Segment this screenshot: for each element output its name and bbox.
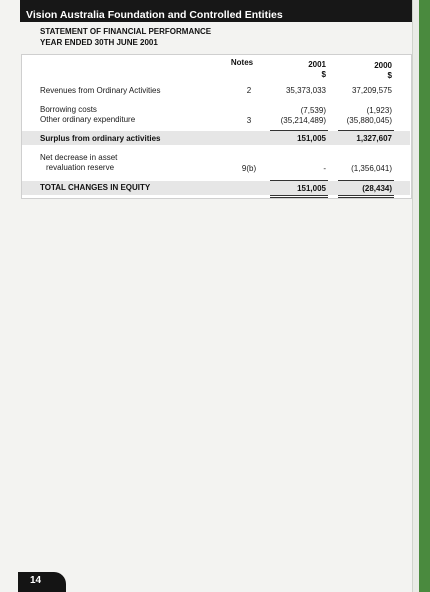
total-2001-top-rule (270, 180, 328, 181)
row-total-2000: (28,434) (362, 184, 392, 193)
row-total-label: TOTAL CHANGES IN EQUITY (40, 183, 151, 192)
total-2000-top-rule (338, 180, 394, 181)
row-net-decrease-2001: - (323, 164, 326, 173)
year-2000-header: 2000 (374, 61, 392, 70)
row-revenues-label: Revenues from Ordinary Activities (40, 86, 161, 95)
notes-header: Notes (230, 58, 254, 67)
year-2001-unit: $ (321, 70, 326, 79)
row-other-exp-note: 3 (246, 116, 252, 125)
total-2000-double-rule-a (338, 195, 394, 196)
row-surplus-2001: 151,005 (297, 134, 326, 143)
row-surplus-2000: 1,327,607 (356, 134, 392, 143)
surplus-2000-rule (338, 130, 394, 131)
row-revenues-note: 2 (246, 86, 252, 95)
row-borrowing-2001: (7,539) (300, 106, 326, 115)
statement-title: STATEMENT OF FINANCIAL PERFORMANCE (40, 27, 212, 36)
row-other-exp-label: Other ordinary expenditure (40, 115, 136, 124)
row-net-decrease-label-cont: revaluation reserve (46, 163, 115, 172)
row-other-exp-2000: (35,880,045) (346, 116, 392, 125)
report-title: Vision Australia Foundation and Controlled Entities (26, 9, 283, 21)
year-2001-header: 2001 (308, 60, 326, 69)
total-2001-double-rule-b (270, 197, 328, 198)
row-total-2001: 151,005 (297, 184, 326, 193)
row-other-exp-2001: (35,214,489) (280, 116, 326, 125)
total-2000-double-rule-b (338, 197, 394, 198)
row-revenues-2000: 37,209,575 (351, 86, 392, 95)
page-edge (412, 0, 419, 592)
page-number-tab (18, 572, 66, 592)
row-surplus-label: Surplus from ordinary activities (40, 134, 161, 143)
row-net-decrease-note: 9(b) (241, 164, 257, 173)
row-borrowing-label: Borrowing costs (40, 105, 97, 114)
total-2001-double-rule-a (270, 195, 328, 196)
row-net-decrease-label: Net decrease in asset (40, 153, 118, 162)
year-2000-unit: $ (387, 71, 392, 80)
statement-period: YEAR ENDED 30TH JUNE 2001 (40, 38, 158, 47)
row-borrowing-2000: (1,923) (366, 106, 392, 115)
row-net-decrease-2000: (1,356,041) (351, 164, 392, 173)
row-revenues-2001: 35,373,033 (285, 86, 326, 95)
surplus-2001-rule (270, 130, 328, 131)
page-number: 14 (30, 575, 42, 586)
